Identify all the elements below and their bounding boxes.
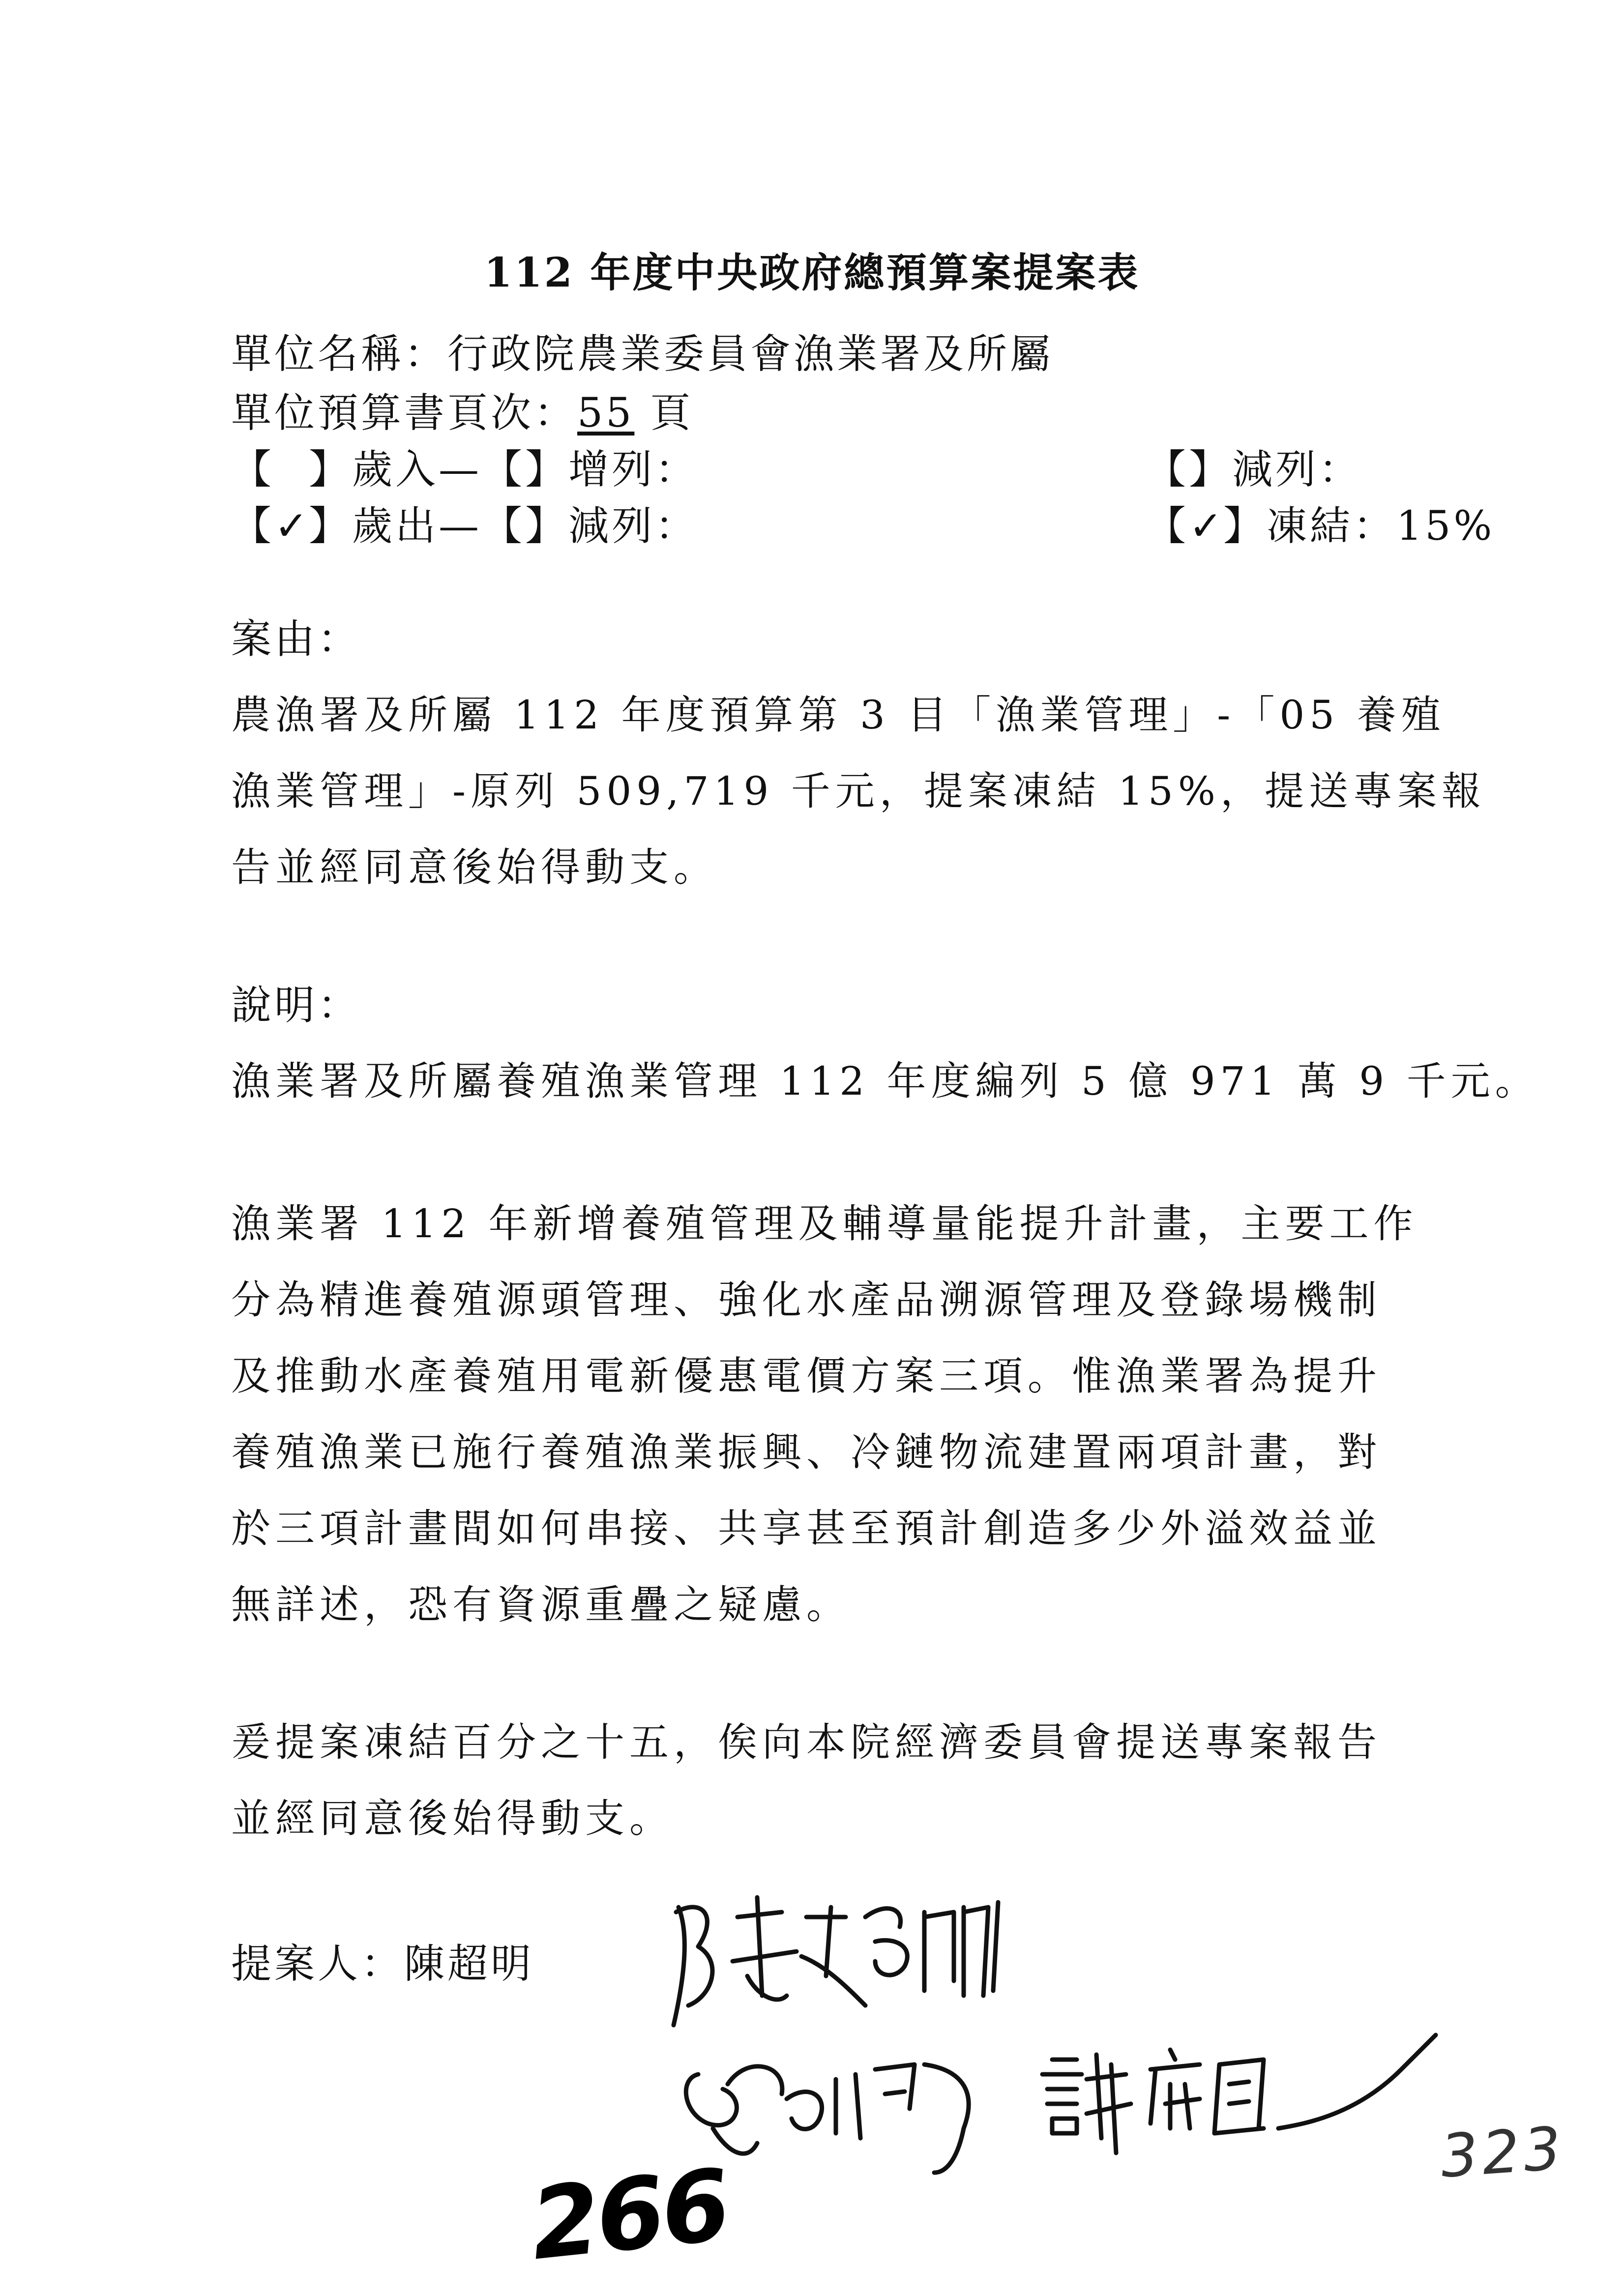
budget-page-number: 55: [577, 390, 635, 436]
conclusion-line-1: 爰提案凍結百分之十五，俟向本院經濟委員會提送專案報告: [231, 1719, 1382, 1765]
signature-2: [686, 2064, 969, 2173]
budget-page-label: 單位預算書頁次：: [231, 390, 578, 436]
revenue-label: 歲入—: [352, 446, 482, 493]
freeze-option: [1146, 494, 1495, 552]
explanation-heading: 說明：: [231, 982, 361, 1029]
unit-name-line: [231, 322, 1053, 379]
revenue-checkbox: 【 】: [231, 446, 353, 493]
explanation-para2-line-5: 於三項計畫間如何串接、共享甚至預計創造多少外溢效益並: [231, 1506, 1382, 1551]
handwritten-count: 323: [1438, 2114, 1567, 2191]
proposer-label: 提案人：: [231, 1941, 405, 1987]
check-mark-icon: ✓: [1189, 503, 1226, 550]
revenue-increase-label: 增列：: [568, 446, 699, 493]
budget-page-unit: 頁: [634, 390, 694, 436]
case-reason-line-3: 告並經同意後始得動支。: [231, 844, 718, 890]
revenue-decrease: [1146, 437, 1362, 495]
proposer-line: [231, 1932, 534, 1989]
freeze-checkbox: 【✓】: [1146, 503, 1267, 550]
unit-name-label: 單位名稱：: [231, 331, 448, 378]
proposer-name: 陳超明: [404, 1941, 534, 1987]
explanation-line-1: 漁業署及所屬養殖漁業管理 112 年度編列 5 億 971 萬 9 千元。: [231, 1058, 1539, 1104]
conclusion-line-2: 並經同意後始得動支。: [231, 1796, 674, 1841]
revenue-increase-checkbox: 【】: [482, 446, 569, 493]
freeze-label: 凍結：: [1267, 503, 1397, 550]
explanation-para2-line-1: 漁業署 112 年新增養殖管理及輔導量能提升計畫，主要工作: [231, 1201, 1418, 1247]
freeze-value: 15%: [1396, 503, 1495, 550]
expenditure-line: [231, 494, 1495, 552]
expenditure-label: 歲出—: [352, 503, 482, 550]
signature-1: [674, 1897, 998, 2025]
case-reason-line-2: 漁業管理」-原列 509,719 千元，提案凍結 15%，提送專案報: [231, 768, 1486, 814]
revenue-decrease-checkbox: 【】: [1146, 446, 1233, 493]
expenditure-decrease-checkbox: 【】: [482, 503, 569, 550]
document-title: 112 年度中央政府總預算案提案表: [484, 249, 1140, 296]
revenue-decrease-label: 減列：: [1232, 446, 1362, 493]
signature-3: [1042, 2035, 1436, 2153]
expenditure-checkbox: 【✓】: [231, 503, 353, 550]
check-mark-icon: ✓: [274, 503, 311, 550]
explanation-para2-line-6: 無詳述，恐有資源重疊之疑慮。: [231, 1582, 851, 1628]
case-reason-line-1: 農漁署及所屬 112 年度預算第 3 目「漁業管理」-「05 養殖: [231, 692, 1446, 738]
handwritten-page-number: 266: [525, 2148, 733, 2283]
revenue-line: [231, 437, 1411, 495]
case-reason-heading: 案由：: [231, 616, 361, 663]
explanation-para2-line-3: 及推動水產養殖用電新優惠電價方案三項。惟漁業署為提升: [231, 1353, 1382, 1399]
unit-name-value: 行政院農業委員會漁業署及所屬: [447, 331, 1054, 378]
budget-page-line: [231, 381, 693, 438]
explanation-para2-line-4: 養殖漁業已施行養殖漁業振興、冷鏈物流建置兩項計畫，對: [231, 1429, 1382, 1475]
expenditure-decrease-label: 減列：: [568, 503, 699, 550]
explanation-para2-line-2: 分為精進養殖源頭管理、強化水產品溯源管理及登錄場機制: [231, 1277, 1382, 1323]
